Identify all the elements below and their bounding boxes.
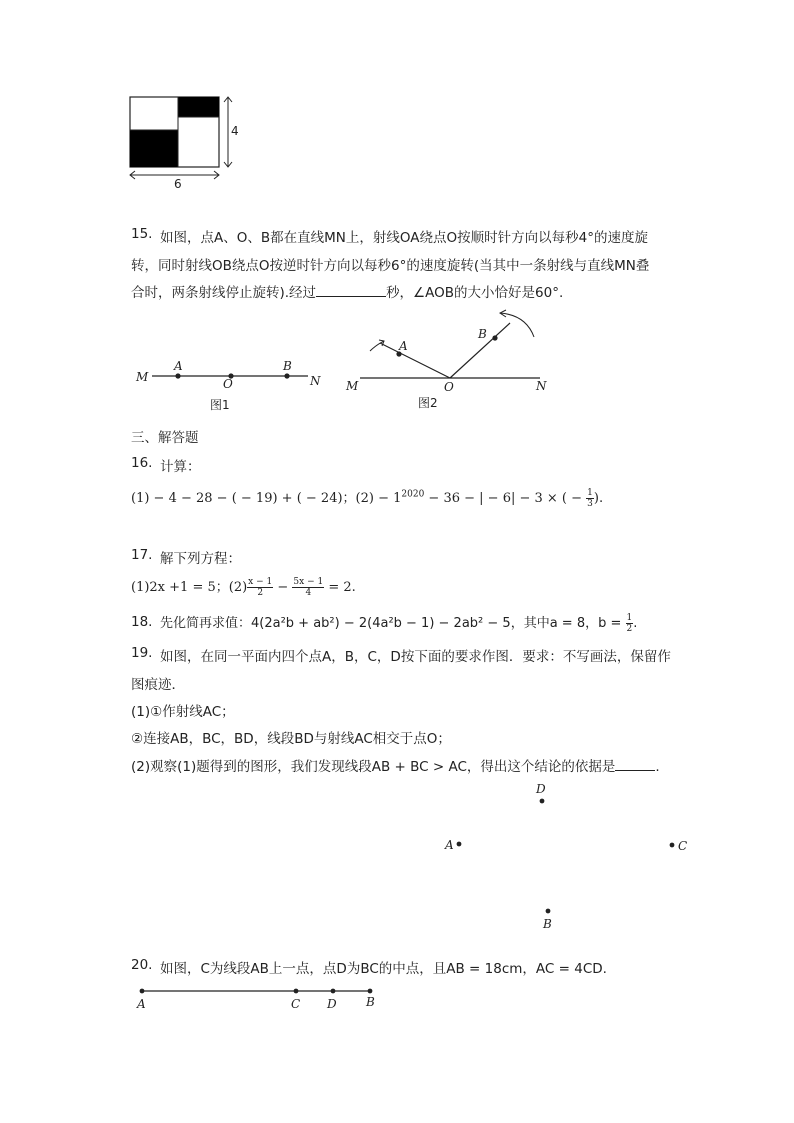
- q20-label-D: D: [327, 997, 337, 1011]
- q17-fraction2: [292, 577, 324, 598]
- q15-answer-blank: [316, 284, 386, 297]
- fig2-label-A: A: [399, 339, 408, 353]
- fig1-label-N: N: [310, 374, 321, 388]
- rect-height-label: 4: [231, 124, 239, 138]
- q15-line3-end: 秒，∠AOB的大小恰好是60°.: [386, 285, 564, 301]
- section-title: 三、解答题: [131, 430, 199, 446]
- fig1-label-O: O: [223, 377, 233, 391]
- q15-figure2: [340, 305, 560, 415]
- q16-expression: [131, 487, 603, 509]
- q16-number: 16.: [131, 455, 153, 471]
- q15-figure1: [130, 355, 330, 415]
- q18-text: 先化简再求值：4(2a²b + ab²) − 2(4a²b − 1) − 2ab² − 5，其中a = 8，b =: [160, 616, 626, 631]
- fig1-caption: 图1: [210, 398, 230, 412]
- q19-line2: 图痕迹．: [131, 677, 185, 693]
- q19-line1: 如图，在同一平面内四个点A，B，C，D按下面的要求作图．要求：不写画法，保留作: [160, 649, 671, 665]
- q17-title: 解下列方程：: [160, 551, 241, 567]
- fig2-label-M: M: [346, 379, 359, 393]
- q20-segment-figure: [130, 980, 390, 1015]
- q17-part1: (1)2x +1 = 5；(2): [131, 580, 248, 595]
- q15-number: 15.: [131, 226, 153, 242]
- q19-label-A: A: [445, 838, 454, 852]
- q16-frac-num: 1: [587, 488, 593, 498]
- fig2-label-O: O: [444, 380, 454, 394]
- fig1-label-A: A: [174, 359, 183, 373]
- q19-line3: (1)①作射线AC；: [131, 704, 235, 720]
- fig2-label-N: N: [536, 379, 547, 393]
- fig2-label-B: B: [478, 327, 487, 341]
- q17-frac2-den: 4: [305, 588, 312, 598]
- q19-line5: [131, 755, 660, 775]
- q17-equation: [131, 576, 356, 598]
- q16-fraction: [586, 488, 594, 509]
- q16-expr-part1: (1) − 4 − 28 − ( − 19) + ( − 24)；(2) − 1: [131, 491, 402, 506]
- q18-end: .: [633, 616, 638, 631]
- q15-line2: 转，同时射线OB绕点O按逆时针方向以每秒6°的速度旋转(当其中一条射线与直线MN叠: [131, 258, 650, 274]
- q15-line3: [131, 281, 563, 301]
- q19-answer-blank: [615, 758, 655, 771]
- q15-line1: 如图，点A、O、B都在直线MN上，射线OA绕点O按顺时针方向以每秒4°的速度旋: [160, 230, 648, 246]
- q19-number: 19.: [131, 645, 153, 661]
- q18-number: 18.: [131, 614, 153, 630]
- rect-width-label: 6: [174, 177, 182, 190]
- q19-label-D: D: [536, 782, 546, 796]
- q20-label-B: B: [366, 995, 375, 1009]
- q18-line: [160, 612, 637, 634]
- fig2-caption: 图2: [418, 396, 438, 410]
- q17-number: 17.: [131, 547, 153, 563]
- q17-end: = 2.: [324, 580, 356, 595]
- q19-line5-text: (2)观察(1)题得到的图形，我们发现线段AB + BC > AC，得出这个结论的依据是: [131, 759, 616, 775]
- q17-fraction1: [247, 577, 273, 598]
- q20-text: 如图，C为线段AB上一点，点D为BC的中点，且AB = 18cm，AC = 4CD.: [160, 961, 607, 977]
- q16-expr-end: ).: [593, 491, 604, 506]
- q16-frac-den: 3: [587, 499, 593, 509]
- q17-frac1-den: 2: [257, 588, 264, 598]
- q19-line4: ②连接AB，BC，BD，线段BD与射线AC相交于点O；: [131, 731, 451, 747]
- q20-label-A: A: [137, 997, 146, 1011]
- q15-line3-start: 合时，两条射线停止旋转).经过: [131, 285, 317, 301]
- q18-frac-num: 1: [626, 613, 633, 623]
- q19-label-C: C: [678, 839, 688, 853]
- q16-exponent: 2020: [401, 489, 425, 500]
- q17-frac1-num: x − 1: [248, 577, 273, 587]
- q16-expr-part2: − 36 − | − 6| − 3 × ( −: [424, 491, 587, 506]
- q20-label-C: C: [291, 997, 301, 1011]
- q17-frac2-num: 5x − 1: [293, 577, 324, 587]
- fig1-label-B: B: [283, 359, 292, 373]
- q20-number: 20.: [131, 957, 153, 973]
- q16-title: 计算：: [160, 459, 201, 475]
- q18-frac-den: 2: [626, 624, 633, 634]
- fig1-label-M: M: [136, 370, 149, 384]
- rectangle-figure: [120, 90, 250, 190]
- q17-minus: −: [273, 580, 293, 595]
- q19-label-B: B: [543, 917, 552, 931]
- q19-line5-end: .: [655, 759, 660, 775]
- q19-points-figure: [430, 775, 700, 935]
